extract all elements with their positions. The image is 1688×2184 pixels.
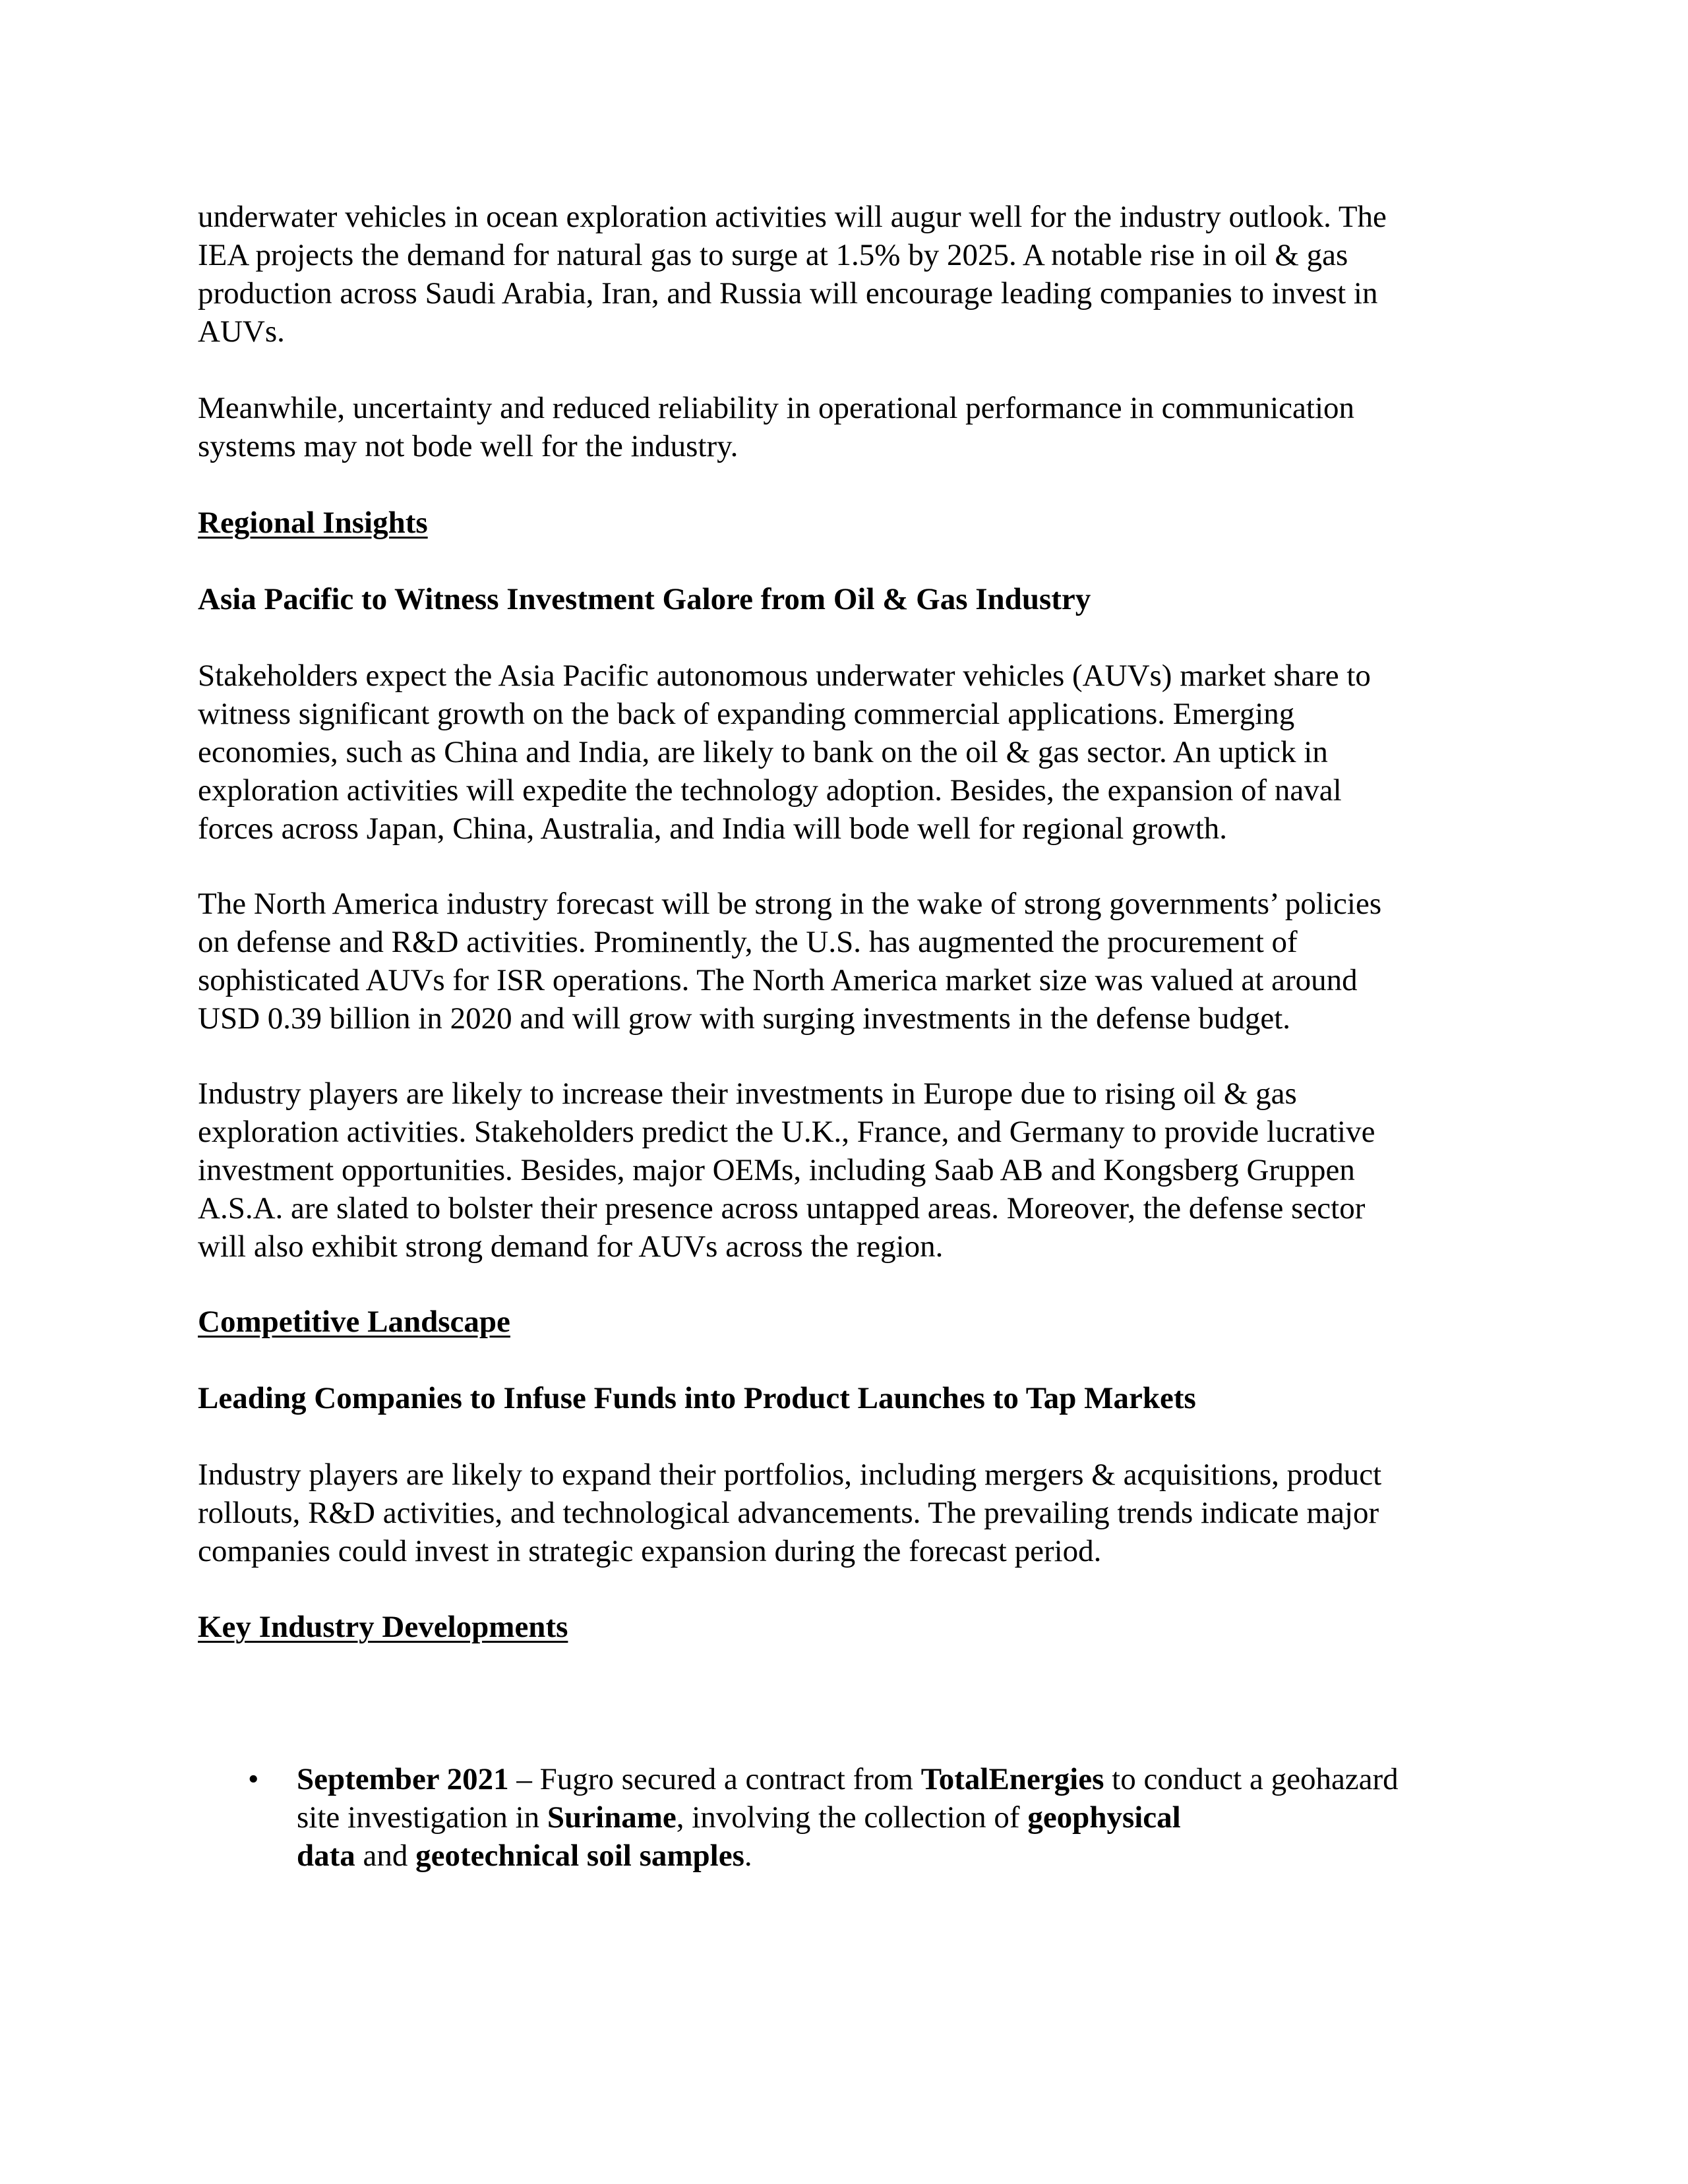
bold-term: data xyxy=(297,1839,355,1873)
text-run: to conduct a geohazard xyxy=(1104,1762,1399,1796)
leading-companies-subheading: Leading Companies to Infuse Funds into Product Launches to Tap Markets xyxy=(198,1381,1196,1415)
development-date: September 2021 xyxy=(297,1762,509,1796)
text-line: exploration activities will expedite the technology adoption. Besides, the expansion of naval xyxy=(198,773,1342,808)
text-line: USD 0.39 billion in 2020 and will grow with surging investments in the defense budget. xyxy=(198,1001,1291,1036)
text-line: Industry players are likely to expand their portfolios, including mergers & acquisitions, product xyxy=(198,1458,1382,1492)
text-line: underwater vehicles in ocean exploration activities will augur well for the industry outlook. The xyxy=(198,200,1387,234)
text-line: forces across Japan, China, Australia, and India will bode well for regional growth. xyxy=(198,812,1228,846)
text-line: Industry players are likely to increase their investments in Europe due to rising oil & gas xyxy=(198,1077,1297,1111)
text-run: . xyxy=(744,1839,752,1873)
asia-pacific-paragraph xyxy=(198,657,1510,848)
regional-insights-heading: Regional Insights xyxy=(198,506,428,540)
bold-term: geotechnical soil samples xyxy=(415,1839,744,1873)
text-line: systems may not bode well for the industry. xyxy=(198,429,738,463)
text-line xyxy=(297,1760,1510,1798)
text-line: IEA projects the demand for natural gas to surge at 1.5% by 2025. A notable rise in oil & gas xyxy=(198,238,1348,272)
text-line xyxy=(297,1837,1510,1875)
text-line: rollouts, R&D activities, and technological advancements. The prevailing trends indicate major xyxy=(198,1496,1379,1530)
text-line xyxy=(297,1798,1510,1837)
company-name: TotalEnergies xyxy=(920,1762,1104,1796)
text-line: A.S.A. are slated to bolster their presence across untapped areas. Moreover, the defense sector xyxy=(198,1191,1366,1225)
asia-pacific-subheading: Asia Pacific to Witness Investment Galore from Oil & Gas Industry xyxy=(198,582,1091,616)
list-item-text xyxy=(297,1760,1510,1875)
text-line: Stakeholders expect the Asia Pacific autonomous underwater vehicles (AUVs) market share to xyxy=(198,659,1371,693)
north-america-paragraph xyxy=(198,885,1510,1038)
bullet-icon: • xyxy=(248,1762,259,1796)
text-line: exploration activities. Stakeholders predict the U.K., France, and Germany to provide lucrative xyxy=(198,1115,1375,1149)
text-line: will also exhibit strong demand for AUVs across the region. xyxy=(198,1229,944,1264)
text-line: economies, such as China and India, are likely to bank on the oil & gas sector. An uptick in xyxy=(198,735,1328,769)
list-item xyxy=(198,1760,1510,1875)
text-line: companies could invest in strategic expansion during the forecast period. xyxy=(198,1534,1102,1568)
competitive-paragraph xyxy=(198,1456,1510,1570)
text-line: on defense and R&D activities. Prominently, the U.S. has augmented the procurement of xyxy=(198,925,1298,959)
text-run: and xyxy=(355,1839,416,1873)
europe-paragraph xyxy=(198,1075,1510,1266)
text-run: – Fugro secured a contract from xyxy=(508,1762,921,1796)
key-industry-developments-heading: Key Industry Developments xyxy=(198,1610,568,1644)
text-line: sophisticated AUVs for ISR operations. The North America market size was valued at around xyxy=(198,963,1358,997)
text-run: site investigation in xyxy=(297,1800,547,1835)
text-run: , involving the collection of xyxy=(676,1800,1028,1835)
text-line: Meanwhile, uncertainty and reduced reliability in operational performance in communication xyxy=(198,391,1355,425)
text-line: The North America industry forecast will be strong in the wake of strong governments’ policies xyxy=(198,887,1382,921)
competitive-landscape-heading: Competitive Landscape xyxy=(198,1305,510,1339)
text-line: AUVs. xyxy=(198,314,285,349)
location-name: Suriname xyxy=(547,1800,677,1835)
intro-paragraph xyxy=(198,198,1510,351)
text-line: witness significant growth on the back of expanding commercial applications. Emerging xyxy=(198,697,1295,731)
developments-list xyxy=(198,1760,1510,1875)
bold-term: geophysical xyxy=(1027,1800,1181,1835)
meanwhile-paragraph xyxy=(198,389,1510,465)
text-line: production across Saudi Arabia, Iran, and Russia will encourage leading companies to invest in xyxy=(198,276,1378,310)
text-line: investment opportunities. Besides, major OEMs, including Saab AB and Kongsberg Gruppen xyxy=(198,1153,1355,1187)
